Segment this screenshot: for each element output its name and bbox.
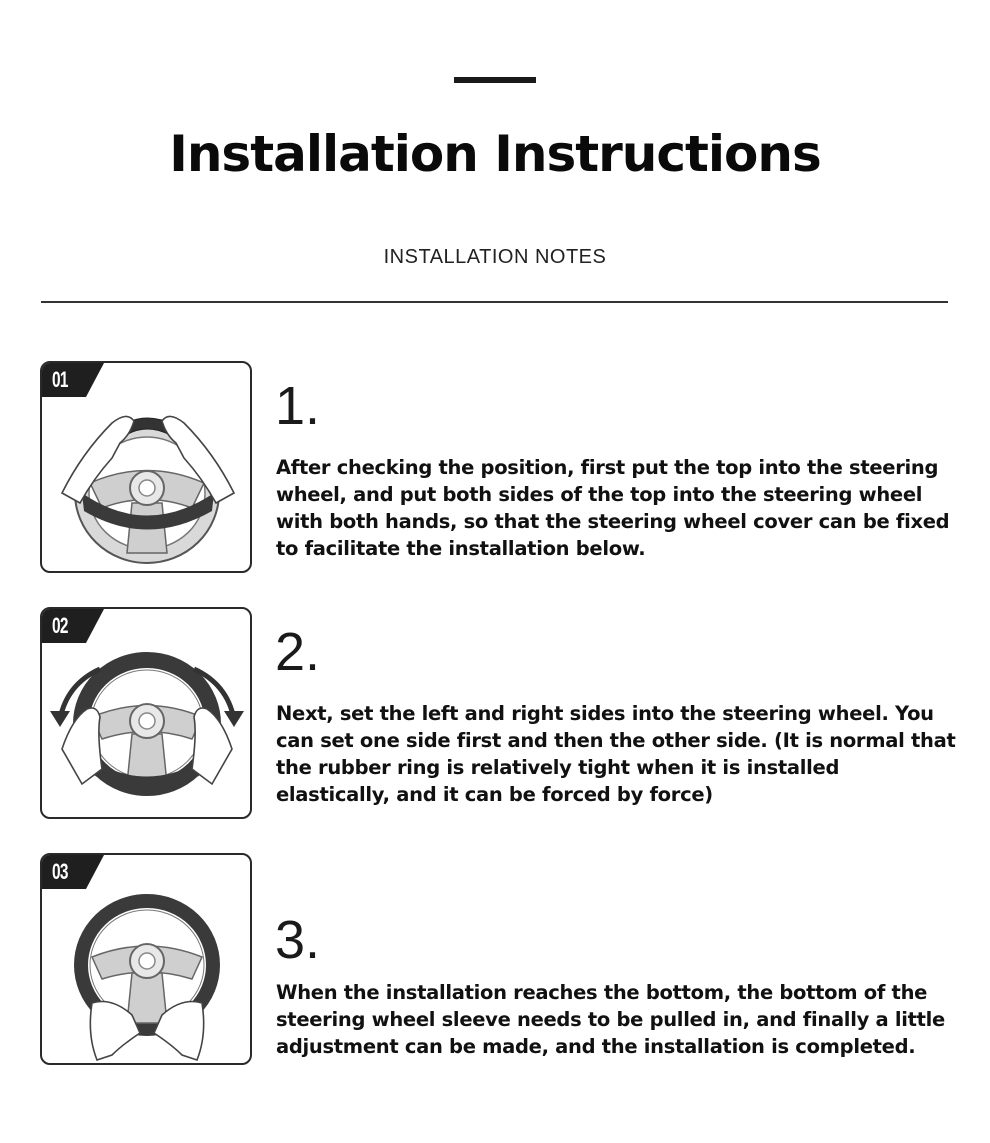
step-1-number: 1.: [275, 376, 321, 436]
step-1: [0, 361, 990, 576]
step-2-text: Next, set the left and right sides into the steering wheel. You can set one side first and then the other side. (It is normal that the rubber ring is relatively tight when it is installed elastically, and it can be forced by force): [276, 702, 956, 806]
page-title: Installation Instructions: [169, 125, 821, 183]
step-3-number: 3.: [275, 910, 321, 970]
step-2-badge: 02: [52, 613, 68, 638]
page-subtitle: INSTALLATION NOTES: [383, 246, 607, 268]
step-1-illustration: [40, 361, 252, 573]
decorative-top-bar: [454, 77, 536, 83]
divider: [41, 301, 948, 303]
step-2: [0, 607, 990, 822]
step-1-badge: 01: [52, 367, 68, 392]
step-1-text: After checking the position, first put the top into the steering wheel, and put both sides of the top into the steering wheel with both hands, so that the steering wheel cover can be fixed to facilitate the installation below.: [276, 456, 950, 560]
step-2-number: 2.: [275, 622, 321, 682]
step-2-illustration: [40, 607, 252, 819]
step-3-badge: 03: [52, 859, 68, 884]
step-3-illustration: [40, 853, 252, 1065]
step-3: [0, 853, 990, 1068]
step-3-text: When the installation reaches the bottom, the bottom of the steering wheel sleeve needs to be pulled in, and finally a little adjustment can be made, and the installation is completed.: [276, 981, 945, 1058]
